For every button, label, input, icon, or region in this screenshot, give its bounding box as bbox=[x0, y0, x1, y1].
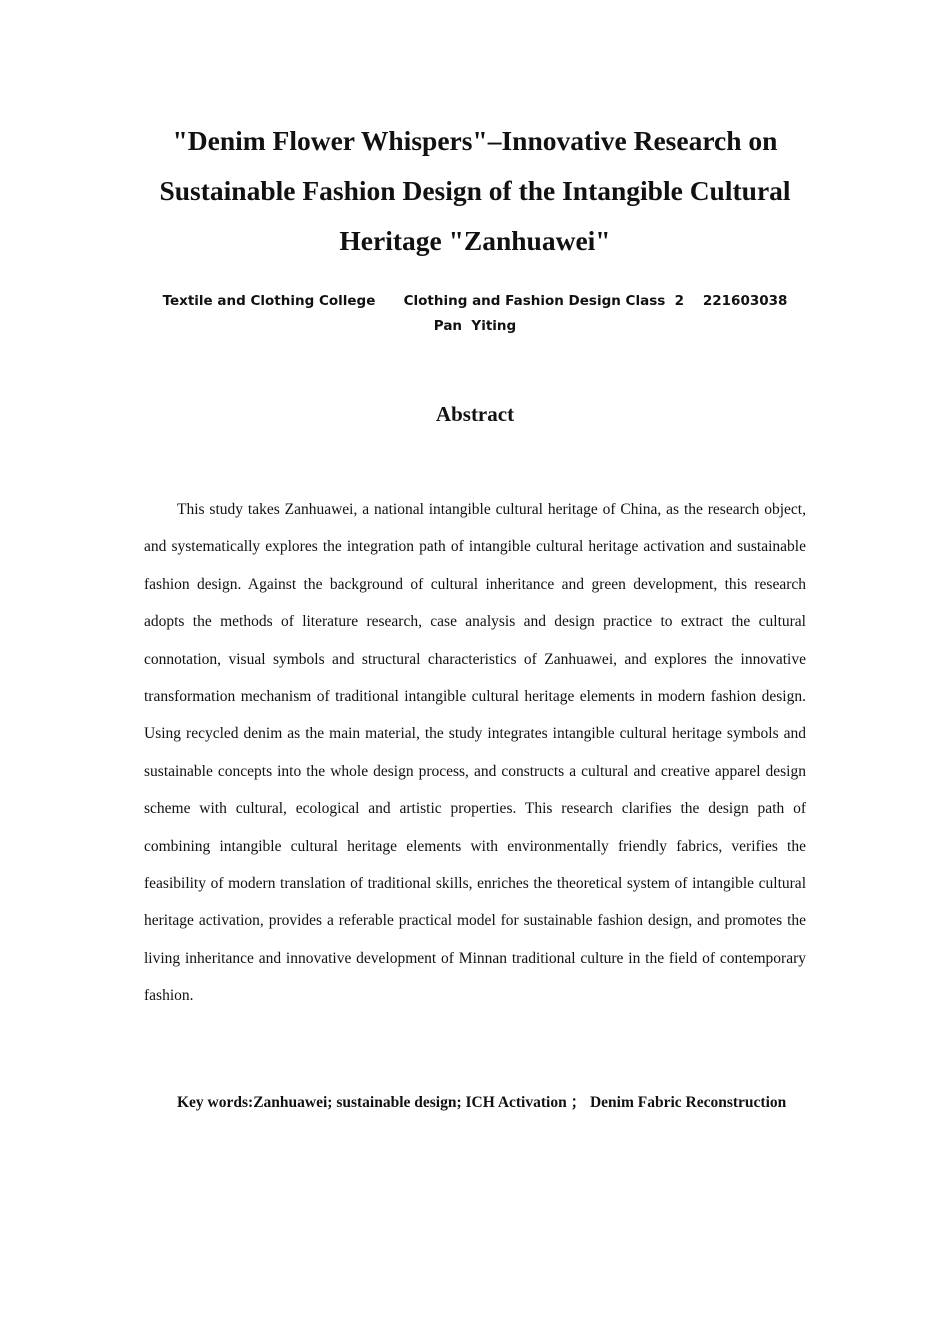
keywords: Key words:Zanhuawei; sustainable design; ICH Activation ； Denim Fabric Reconstruction bbox=[177, 1094, 787, 1111]
author-name: Pan Yiting bbox=[433, 318, 517, 334]
abstract-body: This study takes Zanhuawei, a national intangible cultural heritage of China, as the research object, and systematically explores the integration path of intangible cultural heritage activation and sustainable fashion design. Against the background of cultural inheritance and green development, this research adopts the methods of literature research, case analysis and design practice to extract the cultural connotation, visual symbols and structural characteristics of Zanhuawei, and explores the innovative transformation mechanism of traditional intangible cultural heritage elements in modern fashion design. Using recycled denim as the main material, the study integrates intangible cultural heritage symbols and sustainable concepts into the whole design process, and constructs a cultural and creative apparel design scheme with cultural, ecological and artistic properties. This research clarifies the design path of combining intangible cultural heritage elements with environmentally friendly fabrics, verifies the feasibility of modern translation of traditional skills, enriches the theoretical system of intangible cultural heritage activation, provides a referable practical model for sustainable fashion design, and promotes the living inheritance and innovative development of Minnan traditional culture in the field of contemporary fashion. bbox=[144, 501, 806, 1005]
author-info bbox=[120, 289, 830, 339]
author-student-id: 221603038 bbox=[702, 293, 788, 309]
abstract-heading: Abstract bbox=[435, 402, 515, 426]
author-college: Textile and Clothing College bbox=[162, 293, 376, 309]
author-class: Clothing and Fashion Design Class 2 bbox=[403, 293, 685, 309]
author-affiliation-line bbox=[120, 289, 830, 314]
paper-title: "Denim Flower Whispers"–Innovative Research on Sustainable Fashion Design of the Intangible Cultural Heritage "Zanhuawei" bbox=[159, 125, 791, 256]
